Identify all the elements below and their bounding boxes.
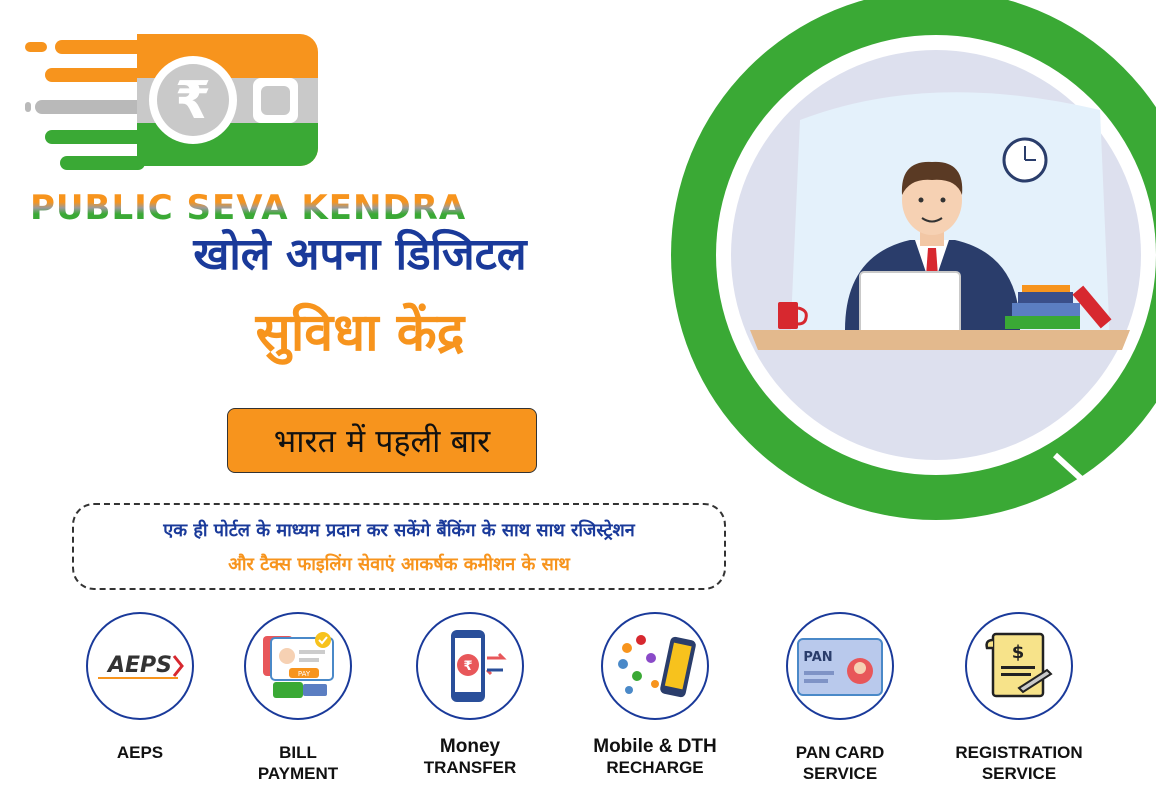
clock-icon (1004, 139, 1046, 181)
pay-button-text: PAY (297, 670, 311, 678)
service-aeps-label: AEPS (116, 743, 164, 762)
aeps-logo-text: AEPS (107, 653, 173, 678)
mobile-recharge-icon (601, 612, 709, 720)
registration-document-icon (965, 612, 1073, 720)
wallet-icon (25, 20, 345, 190)
description-line-1: एक ही पोर्टल के माध्यम प्रदान कर सकेंगे बैंकिंग के साथ साथ रजिस्ट्रेशन (163, 519, 635, 541)
service-bill-payment-label: BILL PAYMENT (257, 743, 339, 783)
laptop-icon (860, 272, 960, 334)
hero-illustration (630, 0, 1156, 565)
brand-logo (25, 20, 467, 228)
svg-text:$: $ (1011, 642, 1025, 663)
description-box (72, 503, 726, 590)
headline-line-1: खोले अपना डिजिटल (193, 229, 527, 280)
service-pan-card-label: PAN CARD SERVICE (795, 743, 885, 783)
desk (750, 330, 1130, 350)
rupee-coin-icon: ₹ (463, 659, 473, 674)
service-aeps[interactable] (60, 612, 220, 763)
service-mobile-recharge-label: Mobile & DTH RECHARGE (593, 736, 717, 777)
brand-name: PUBLIC SEVA KENDRA (30, 188, 467, 228)
money-transfer-icon (416, 612, 524, 720)
description-line-2: और टैक्स फाइलिंग सेवाएं आकर्षक कमीशन के साथ (228, 553, 570, 575)
service-pan-card[interactable] (760, 612, 920, 784)
service-money-transfer-label: Money TRANSFER (423, 736, 517, 777)
headline-line-2: सुविधा केंद्र (255, 303, 465, 363)
service-bill-payment[interactable] (218, 612, 378, 784)
bill-payment-icon (244, 612, 352, 720)
pan-card-text: PAN (803, 650, 833, 665)
aeps-logo-icon (86, 612, 194, 720)
rupee-symbol: ₹ (174, 71, 212, 131)
first-time-badge: भारत में पहली बार (227, 408, 537, 473)
service-mobile-recharge[interactable] (575, 612, 735, 778)
service-registration[interactable] (939, 612, 1099, 784)
service-money-transfer[interactable] (390, 612, 550, 778)
service-registration-label: REGISTRATION SERVICE (955, 743, 1083, 783)
pan-card-icon (786, 612, 894, 720)
